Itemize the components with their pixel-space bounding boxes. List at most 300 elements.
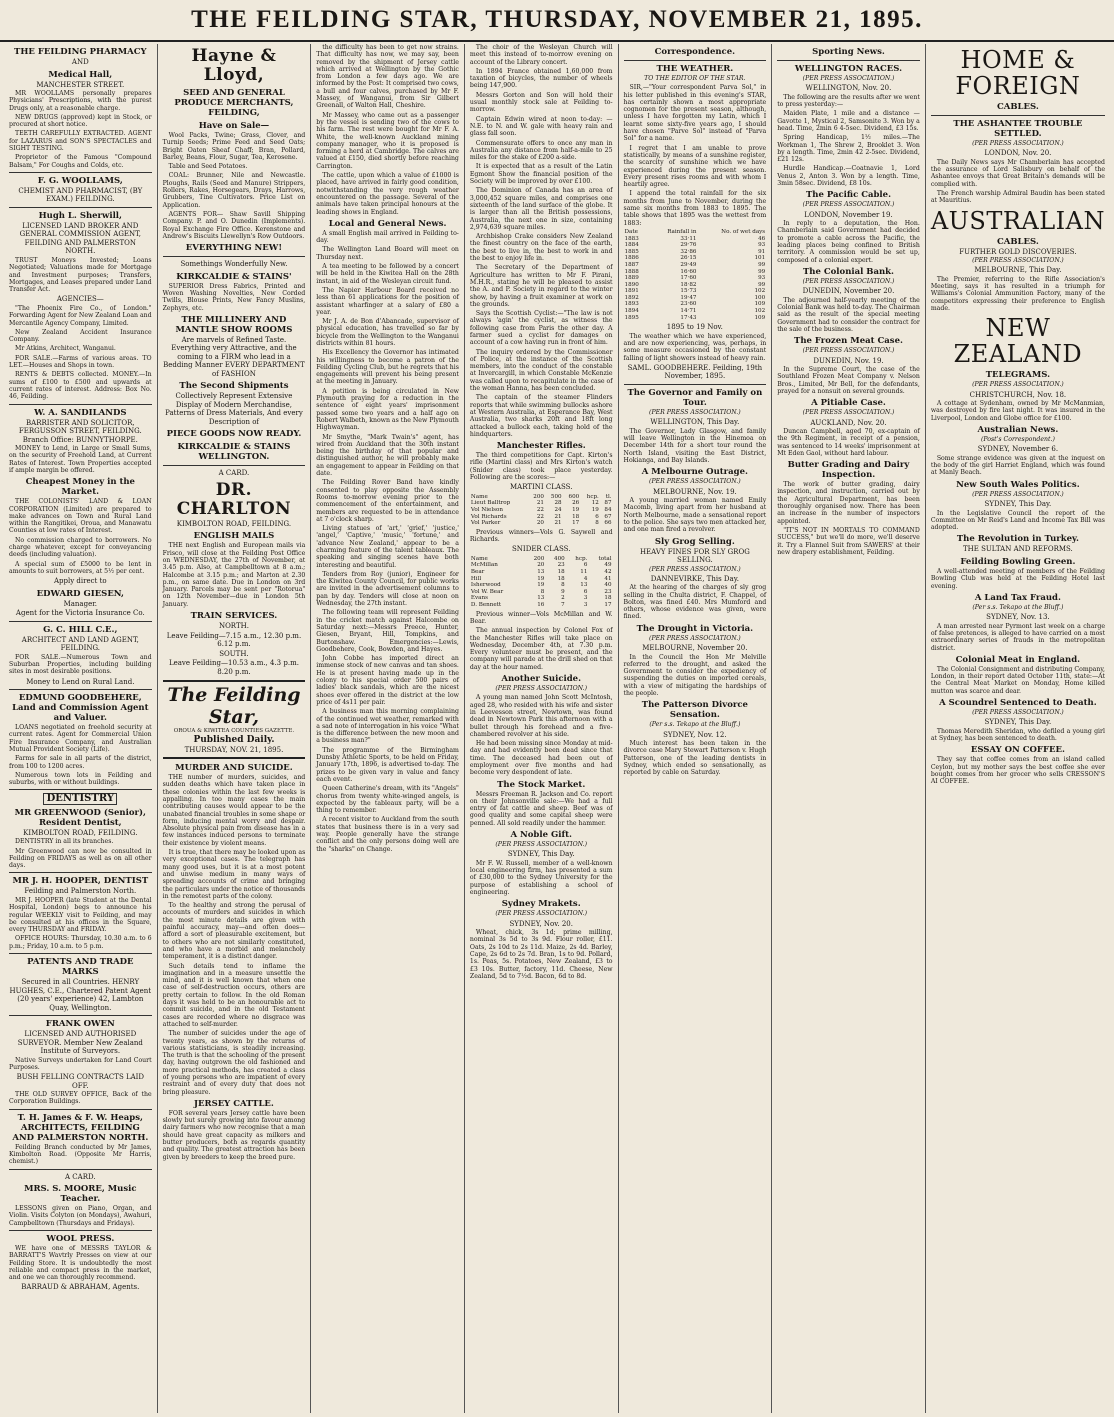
table-cell: 21 bbox=[536, 500, 544, 507]
table-row bbox=[470, 520, 613, 527]
subheading: MARTINI CLASS. bbox=[510, 483, 573, 492]
subheading: AND bbox=[71, 58, 89, 66]
table-cell: 109 bbox=[754, 314, 766, 321]
paragraph: A small English mail arrived in Feilding to-day. bbox=[316, 229, 459, 245]
dateline-note: TO THE EDITOR OF THE STAR. bbox=[644, 75, 746, 82]
table-header-row bbox=[624, 229, 767, 236]
article-heading: T. H. James & F. W. Heaps, ARCHITECTS, FEILDING AND PALMERSTON NORTH. bbox=[12, 1112, 149, 1143]
article-heading: Feilding Bowling Green. bbox=[960, 556, 1076, 567]
paragraph: In the Council the Hon Mr Melville referred to the drought, and asked the Government to consider the expediency of suspending the duties on imported cereals, with a view of mitigating the hardships of the people. bbox=[623, 653, 767, 698]
table-cell: 29·76 bbox=[680, 242, 697, 249]
article-heading: EDWARD GIESEN, bbox=[36, 588, 124, 599]
article-heading: EVERYTHING NEW! bbox=[185, 243, 283, 254]
table-row bbox=[624, 288, 767, 295]
article-heading: WOOL PRESS. bbox=[46, 1233, 115, 1244]
table-cell: 99 bbox=[758, 268, 766, 275]
table-cell: 12 bbox=[591, 500, 599, 507]
paragraph: Mr Atkins, Architect, Wanganui. bbox=[15, 345, 116, 353]
dateline-note: (PER PRESS ASSOCIATION.) bbox=[972, 490, 1064, 498]
dateline-note: (PER PRESS ASSOCIATION.) bbox=[972, 257, 1064, 265]
table-row bbox=[624, 262, 767, 269]
column-4 bbox=[465, 44, 619, 1413]
table-cell: 87 bbox=[604, 500, 612, 507]
article-heading: The Patterson Divorce Sensation. bbox=[641, 700, 748, 721]
paragraph: Mr Smythe, "Mark Twain's" agent, has wired from Auckland that the 30th instant being the birthday of that popular and distinguished author, he will probably make an engagement to appear in Feilding on that date. bbox=[316, 433, 459, 478]
table-cell: 13 bbox=[537, 569, 545, 576]
table-cell: 28 bbox=[554, 500, 562, 507]
subheading: SYDNEY, This Day. bbox=[984, 500, 1052, 509]
table-row bbox=[470, 500, 613, 507]
paragraph: RENTS & DEBTS collected. MONEY.—In sums of £100 to £500 and upwards at current rates of interest. Address: Box No. 46, Feilding. bbox=[9, 371, 152, 401]
paragraph: A business man this morning complaining of the continued wet weather, remarked with a sad note of interrogation in his voice "What is the difference between the new moon and a business man?" bbox=[316, 708, 459, 745]
subheading: 1895 to 19 Nov. bbox=[666, 323, 723, 332]
table-cell: 19·47 bbox=[680, 294, 697, 301]
table-cell: 1886 bbox=[624, 255, 639, 262]
paragraph: The following are the results after we went to press yesterday:— bbox=[777, 93, 920, 109]
subheading: Leave Feilding—7.15 a.m., 12.30 p.m. 6.12 p.m. bbox=[166, 631, 302, 649]
paragraph: TRUST Moneys Invested; Loans Negotiated; Valuations made for Mortgage and Investment purposes; Transfers, Mortgages, and Leases prepared under Land Transfer Act. bbox=[9, 256, 152, 294]
table-cell: 29·49 bbox=[680, 261, 697, 268]
table-cell: 40 bbox=[604, 582, 612, 589]
column-header: total bbox=[598, 555, 612, 562]
paragraph: Living statues of 'art,' 'grief,' 'justice,' 'angel,' 'Captive,' 'music,' 'fortune,' and 'advance New Zealand,' appear to be a charming feature of the talent tableaux. The speaking and singing scenes have both interesting and beautiful. bbox=[316, 525, 459, 569]
article-heading: Local and General News. bbox=[328, 218, 447, 229]
table-row bbox=[624, 236, 767, 243]
table-cell: 1883 bbox=[624, 235, 639, 242]
article-heading: Hugh L. Sherwill, bbox=[38, 210, 122, 221]
table-cell: 21 bbox=[554, 513, 562, 520]
issue-date: THURSDAY, NOV. 21, 1895. bbox=[184, 745, 284, 754]
divider bbox=[9, 1169, 152, 1170]
paragraph: Much interest has been taken in the divorce case Mary Stewart Patterson v. Hugh Patterson, one of the leading dentists in Sydney, which ended so sensationally, as reported by cable on Saturday. bbox=[623, 740, 767, 777]
column-3 bbox=[311, 44, 465, 1413]
subheading: WELLINGTON, Nov. 20. bbox=[805, 84, 892, 93]
paragraph: Queen Catherine's dream, with its "Angels" chorus from twenty white-winged angels, is expected by the tableaux party, will be a thing to remember. bbox=[316, 785, 459, 815]
table-cell: 1892 bbox=[624, 294, 639, 301]
paragraph: Tenders from Roy (junior), Engineer for the Kiwitea County Council, for public works are invited in the advertisement columns to pan by day. Tenders will close at noon on Wednesday, the 27th instant. bbox=[316, 570, 459, 608]
table-cell: 26·15 bbox=[680, 255, 697, 262]
article-heading: A Melbourne Outrage. bbox=[641, 467, 748, 478]
subheading: SOUTH. bbox=[219, 649, 249, 658]
subheading: NORTH. bbox=[218, 622, 249, 631]
subheading: CHRISTCHURCH, Nov. 18. bbox=[969, 390, 1067, 399]
paragraph: I regret that I am unable to prove statistically, by means of a sunshine register, the scarcity of sunshine which we have experienced during the present season. Every present rises rooms and with whom I heartily agree. bbox=[623, 144, 767, 189]
subheading: SYDNEY, This Day. bbox=[984, 718, 1052, 727]
paragraph: The Feilding Rover Band have kindly consented to play opposite the Assembly Rooms to-morrow evening prior to the commencement of the entertainment, and members are requested to be in attendance at 7 o'clock sharp. bbox=[316, 479, 459, 523]
table-row bbox=[624, 242, 767, 249]
column-header: Name bbox=[470, 493, 488, 500]
subheading: KIMBOLTON ROAD, FEILDING. bbox=[23, 828, 138, 837]
paragraph: MR J. HOOPER (late Student at the Dental Hospital, London) begs to announce his regular WEEKLY visit to Feilding, and may be consulted at his offices in the Square, every THURSDAY and FRIDAY. bbox=[9, 896, 152, 934]
table-cell: 16·60 bbox=[680, 268, 697, 275]
subheading: LONDON, Nov. 20. bbox=[984, 149, 1052, 158]
table-cell: 8 bbox=[595, 520, 599, 527]
divider bbox=[931, 115, 1105, 116]
divider bbox=[624, 384, 767, 385]
article-heading: TELEGRAMS. bbox=[985, 370, 1051, 381]
paragraph: COAL: Brunner, Nile and Newcastle. Ploughs, Rails (Seed and Manure) Strippers, Rollers, Rakes, Horsegears, Drays, Harrows, Grubbers, Tine Cultivators. Price List on Application. bbox=[162, 172, 306, 209]
subheading: Leave Feilding—10.53 a.m., 4.3 p.m. 8.20 p.m. bbox=[168, 659, 299, 676]
table-cell: 49 bbox=[604, 562, 612, 569]
paragraph: THE number of murders, suicides, and sudden deaths which have taken place in these colonies within the last few weeks is appalling. In too many cases the main contributing causes would appear to be the unabated financial troubles in some shape or form, inducing mental worry and despair. Absolute physical pain from disease has in a few instances induced persons to terminate their existence by violent means. bbox=[162, 774, 306, 847]
table-row bbox=[470, 576, 613, 583]
table-cell: 1885 bbox=[624, 248, 639, 255]
article-heading: MR GREENWOOD (Senior), Resident Dentist, bbox=[14, 807, 146, 828]
subheading: BARRISTER AND SOLICITOR, FERGUSSON STREET, FEILDING. Branch Office: BUNNYTHORPE. bbox=[18, 418, 142, 444]
table-cell: 18 bbox=[572, 513, 580, 520]
table-cell: 1884 bbox=[624, 242, 639, 249]
table-header-row bbox=[470, 494, 613, 501]
table-cell: 41 bbox=[604, 575, 612, 582]
masthead bbox=[0, 0, 1114, 42]
dateline-note: (PER PRESS ASSOCIATION.) bbox=[802, 409, 895, 417]
paragraph: Thomas Meredith Sheridan, who defiled a young girl at Sydney, has been sentenced to death. bbox=[930, 727, 1105, 743]
paragraph: Mr Massey, who came out as a passenger by the vessel is sending two of the cows to his farm. The rest were bought for Mr F. A. White, the well-known Auckland mining company manager, who it is proposed is forming a herd at Cambridge. The calves are valued at £150, died shortly before reaching Carrington. bbox=[316, 111, 459, 170]
column-6 bbox=[772, 44, 926, 1413]
paragraph: AGENTS FOR— Shaw Savill Shipping Company. P. and O. Dunedin (Implements). Royal Exchange Fire Office. Kerenstone and Andrew's Biscuits Llewellyn's Row Outdoors. bbox=[162, 210, 306, 240]
table-cell: 4 bbox=[583, 575, 588, 582]
subheading: AGENCIES— bbox=[56, 295, 104, 304]
table-cell: 42 bbox=[604, 569, 612, 576]
dateline-note: (Per s.s. Tekapo at the Bluff.) bbox=[649, 721, 741, 729]
column-header: hcp. bbox=[586, 493, 599, 500]
column-header: 200 bbox=[533, 493, 544, 500]
column-header: tl. bbox=[605, 493, 612, 500]
paragraph: LESSONS given on Piano, Organ, and Violin. Visits Colyton (on Mondays), Awahuri, Campbelltown (Thursdays and Fridays). bbox=[9, 1205, 152, 1227]
subheading: AUCKLAND, Nov. 20. bbox=[810, 418, 887, 427]
table-row bbox=[470, 569, 613, 576]
table-row bbox=[470, 507, 613, 514]
paragraph: FOR several years Jersey cattle have been slowly but surely growing into favour among dairy farmers who now recognise that a man should have great capacity as milkers and butter producers, both as regards quantity and quality. The greatest attraction has been given by breeders to keep the breed pure. bbox=[162, 1109, 306, 1161]
dateline-note: (PER PRESS ASSOCIATION.) bbox=[972, 708, 1064, 716]
article-heading: The Revolution in Turkey. bbox=[956, 534, 1079, 545]
article-heading: W. A. SANDILANDS bbox=[34, 407, 127, 418]
newspaper-name: The Feilding Star, bbox=[167, 684, 301, 729]
dateline-note: (PER PRESS ASSOCIATION.) bbox=[649, 408, 741, 416]
table-cell: 17 bbox=[572, 520, 580, 527]
paragraph: Wheat, chick, 3s 1d; prime milling, nominal 3s 5d to 3s 9d. Flour roller, £11. Oats, 2s 10d to 2s 11d. Maize, 2s 4d. Barley, Cape, 2s 6d to 2s 7d. Bran, 1s to 9d. Pollard, 1s. Peas, 5s. Potatoes, New Zealand, £3 to £3 10s. Butter, factory, 11d. Cheese, New Zealand, 5d to 7½d. Bacon, 6d to 8d. bbox=[469, 929, 613, 980]
column-1 bbox=[4, 44, 158, 1413]
article-heading: ESSAY ON COFFEE. bbox=[970, 745, 1065, 756]
paragraph: Says the Scottish Cyclist:—"The law is not always 'agin' the cyclist, as witness the following case from Paris the other day. A farmer sued a cyclist for damages on account of a cow having run in front of him. bbox=[469, 310, 613, 347]
table-cell: 19 bbox=[591, 507, 599, 514]
table-cell: 1888 bbox=[624, 268, 639, 275]
inner-masthead bbox=[163, 680, 306, 759]
column-7 bbox=[926, 44, 1110, 1413]
table-row bbox=[624, 315, 767, 322]
article-heading: CABLES. bbox=[997, 102, 1039, 112]
table-row bbox=[624, 282, 767, 289]
article-heading: The Frozen Meat Case. bbox=[794, 336, 903, 347]
article-heading: SEED AND GENERAL PRODUCE MERCHANTS, FEILDING, bbox=[174, 88, 294, 118]
subheading: SYDNEY, Nov. 13. bbox=[986, 613, 1050, 622]
paragraph: DENTISTRY in all its branches. bbox=[15, 838, 114, 846]
article-heading: Colonial Meat in England. bbox=[955, 654, 1081, 665]
section-banner: NEW ZEALAND bbox=[953, 314, 1083, 369]
paragraph: SIR,—"Your correspondent Parva Sol," in his letter published in this evening's STAR, has certainly shown a most appropriate cognomen for the present season, although, unless I have forgotten my Latin, which I learnt some sixty-five years ago, I should have chosen "Parve Sol" instead of "Parva Sol" for a name. bbox=[623, 84, 767, 143]
paragraph: SUPERIOR Dress Fabrics, Printed and Woven Washing Novelties, New Corded Twills, Blouse Prints, New Fancy Muslins, Zephyrs, etc. bbox=[162, 282, 306, 312]
article-heading: Sly Grog Selling. bbox=[654, 536, 735, 547]
paragraph: The Daily News says Mr Chamberlain has accepted the assurance of Lord Salisbury on behalf of the Ashantee envoys that Great Britain's demands will be complied with. bbox=[930, 158, 1105, 188]
paragraph: A tea meeting to be followed by a concert will be held in the Kiwitea Hall on the 28th instant, in aid of the Wesleyan circuit fund. bbox=[316, 263, 459, 285]
article-heading: G. C. HILL C.E., bbox=[43, 624, 118, 635]
dateline-note: (PER PRESS ASSOCIATION.) bbox=[972, 381, 1064, 389]
paragraph: The number of suicides under the age of twenty years, as shown by the returns of various statisticians, is steadily increasing. The truth is that the schooling of the present day, having outgrown the old fashioned and more practical methods, has created a class of young persons who are impatient of every restraint and of every duty that does not bring pleasure. bbox=[162, 1030, 306, 1096]
paragraph: THE next English and European mails via Frisco, will close at the Feilding Post Office on WEDNESDAY, the 27th of November, at 3.45 p.m. Also, at Campbelltown at 8 a.m.; Halcombe at 3.15 p.m.; and Marton at 2.30 p.m., on same date. Due in London on 3rd January. Parcels may be sent per "Rotorua" on 12th November—due in London 5th January. bbox=[162, 542, 306, 608]
subheading: MELBOURNE, This Day. bbox=[974, 266, 1062, 275]
subheading: Agent for the Victoria Insurance Co. bbox=[15, 609, 145, 618]
table-cell: 23·60 bbox=[680, 301, 697, 308]
dateline-note: (Post's Correspondent.) bbox=[980, 436, 1055, 444]
table-cell: 93 bbox=[758, 242, 766, 249]
subheading: LONDON, November 19. bbox=[804, 210, 893, 219]
table-cell: 19 bbox=[572, 507, 580, 514]
article-heading: A Land Tax Fraud. bbox=[974, 592, 1061, 603]
divider bbox=[777, 60, 920, 61]
article-heading: PATENTS AND TRADE MARKS bbox=[27, 957, 134, 977]
page-title: THE FEILDING STAR, THURSDAY, NOVEMBER 21, 1895. bbox=[191, 6, 923, 33]
paragraph: FOR SALE.—Numerous Town and Suburban Properties, including building sites in most desirable positions. bbox=[9, 653, 152, 676]
divider bbox=[9, 689, 152, 690]
publication-note: Published Daily. bbox=[193, 735, 275, 746]
section-banner: AUSTRALIAN bbox=[930, 206, 1105, 235]
paragraph: Messrs Gorton and Son will hold their usual monthly stock sale at Feilding to-morrow. bbox=[469, 91, 613, 114]
paragraph: It is expected that as a result of the Latin Egmont Show the financial position of the Society will be improved by over £100. bbox=[469, 163, 613, 186]
column-header: 600 bbox=[568, 493, 580, 500]
column-header: Rainfall in bbox=[667, 228, 697, 235]
paragraph: The Wellington Land Board will meet on Thursday next. bbox=[316, 246, 459, 261]
paragraph: No commission charged to borrowers. No charge whatever, except for conveyancing deeds (including valuation). bbox=[9, 536, 152, 559]
subheading: SYDNEY, This Day. bbox=[507, 850, 575, 859]
table-row bbox=[624, 249, 767, 256]
paragraph: Mr J. A. de Bon d'Abancade, supervisor of physical education, has travelled so far by bicycle from the Wellington to the Wanganui districts within 81 hours. bbox=[316, 318, 459, 347]
article-heading: Sporting News. bbox=[812, 47, 885, 57]
table-cell: 1889 bbox=[624, 275, 639, 282]
subheading: DANNEVIRKE, This Day. bbox=[650, 574, 739, 583]
subheading: SYDNEY, November 6. bbox=[977, 445, 1059, 454]
paragraph: The French warship Admiral Baudin has been stated at Mauritius. bbox=[930, 189, 1105, 205]
table-row bbox=[624, 308, 767, 315]
table-cell: 2 bbox=[561, 595, 565, 602]
paragraph: The Colonial Consignment and distributing Company, London, in their report dated October 11th, state:—At the Central Meat Market on Monday, Home killed mutton was scarce and dear. bbox=[930, 665, 1105, 695]
table-cell: 1893 bbox=[624, 301, 639, 308]
subheading: THE SULTAN AND REFORMS. bbox=[963, 545, 1073, 554]
paragraph: To the healthy and strong the perusal of accounts of murders and suicides in which the most minute details are given with painful accuracy, may—and often does—afford a sort of pleasurable excitement, but to others who are not similarly constituted, and who have a morbid and melancholy temperament, it is a distinct danger. bbox=[162, 902, 306, 961]
article-heading: THE MILLINERY AND MANTLE SHOW ROOMS bbox=[175, 314, 293, 335]
table-cell: 17 bbox=[604, 602, 612, 609]
table-cell: McMillan bbox=[470, 562, 498, 569]
column-5 bbox=[619, 44, 773, 1413]
table-cell: 9 bbox=[561, 588, 565, 595]
table-cell: 19 bbox=[537, 575, 545, 582]
table-row bbox=[624, 295, 767, 302]
divider bbox=[9, 1109, 152, 1110]
dateline-note: (PER PRESS ASSOCIATION.) bbox=[495, 685, 588, 693]
subheading: BARRAUD & ABRAHAM, Agents. bbox=[21, 1283, 140, 1292]
table-cell: 102 bbox=[754, 308, 766, 315]
table-cell: 23 bbox=[557, 562, 565, 569]
subheading: SYDNEY, Nov. 12. bbox=[663, 730, 727, 739]
score-table bbox=[470, 494, 613, 527]
dateline-note: (PER PRESS ASSOCIATION.) bbox=[802, 277, 895, 285]
table-cell: 22 bbox=[536, 507, 544, 514]
paragraph: In reply to a deputation, the Hon. Chamberlain said Government had decided to promote a cable across the Pacific, the leading places being confined to British territory. A commission would be set up, composed of a colonial expert. bbox=[777, 220, 920, 264]
table-cell: 16 bbox=[537, 602, 545, 609]
subheading: Feilding and Palmerston North. bbox=[24, 887, 137, 896]
divider bbox=[163, 465, 306, 466]
table-cell: 20 bbox=[536, 520, 544, 527]
table-cell: 6 bbox=[595, 513, 599, 520]
table-cell: Isherwood bbox=[470, 582, 501, 589]
table-cell: Hill bbox=[470, 575, 482, 582]
table-cell: Evans bbox=[470, 595, 488, 602]
paragraph: The third competitions for Capt. Kirton's rifle (Martini class) and Mrs Kirton's watch (Snider class) took place yesterday. Following are the scores:— bbox=[469, 452, 613, 482]
paragraph: The Napier Harbour Board received no less than 61 applications for the position of assistant wharfinger at a salary of £80 a year. bbox=[316, 286, 459, 316]
subheading: Are marvels of Refined Taste. Everything very Attractive, and the coming to a FIRM who lead in a Bedding Manner EVERY DEPARTMENT of FASHION bbox=[163, 335, 305, 378]
paragraph: A well-attended meeting of members of the Feilding Bowling Club was held at the Feilding Hotel last evening. bbox=[930, 567, 1105, 590]
dateline-note: (PER PRESS ASSOCIATION.) bbox=[495, 910, 588, 918]
paragraph: The Dominion of Canada has an area of 3,000,452 square miles, and comprises one sixteenth of the land surface of the globe. It is larger than all the British possessions, Australia, the next one in size, containing 2,974,639 square miles. bbox=[469, 187, 613, 231]
table-cell: 22 bbox=[536, 513, 544, 520]
paragraph: Captain Edwin wired at noon to-day: —N.E. to N. and W. gale with heavy rain and glass fall soon. bbox=[469, 115, 613, 138]
divider bbox=[9, 789, 152, 790]
paragraph: Some strange evidence was given at the inquest on the body of the girl Harriet England, which was found at Manly Beach. bbox=[930, 454, 1105, 477]
subheading: WELLINGTON, This Day. bbox=[650, 418, 740, 427]
subheading: Somethings Wonderfully New. bbox=[180, 260, 288, 269]
article-heading: The Stock Market. bbox=[497, 779, 586, 790]
divider bbox=[9, 1230, 152, 1231]
paragraph: Previous winner—Vols McMillan and W. Bear. bbox=[469, 610, 613, 625]
paragraph: A recent visitor to Auckland from the south states that business there is in a very sad way. People generally have the strange conflict and the only persons doing well are the "sharks" on Change. bbox=[316, 816, 459, 853]
paragraph: They say that coffee comes from an island called Ceylon, but my mother says the best coffee she ever bought comes from her grocer who sells CRESSON'S AI COFFEE. bbox=[930, 756, 1105, 786]
divider bbox=[9, 1015, 152, 1016]
paragraph: The choir of the Wesleyan Church will meet this instead of to-morrow evening on account of the Library concert. bbox=[469, 44, 613, 66]
dateline-note: (PER PRESS ASSOCIATION.) bbox=[495, 841, 588, 849]
article-heading: FRANK OWEN bbox=[45, 1019, 115, 1029]
table-cell: 18 bbox=[604, 595, 612, 602]
article-heading: THE ASHANTEE TROUBLE SETTLED. bbox=[953, 119, 1083, 139]
column-header: No. of wet days bbox=[721, 228, 766, 235]
article-heading: THE FEILDING PHARMACY bbox=[14, 47, 147, 57]
subheading: LICENSED LAND BROKER AND GENERAL COMMISSION AGENT, FEILDING AND PALMERSTON NORTH. bbox=[19, 221, 142, 256]
divider bbox=[9, 953, 152, 954]
paragraph: WE have one of MESSRS TAYLOR & BARRATT'S Wavtrly Presses on view at our Feilding Store. It is undoubtedly the most reliable and compact press in the market, and one we can thoroughly recommend. bbox=[9, 1244, 152, 1282]
column-header: 400 bbox=[554, 555, 565, 562]
paragraph: New Zealand Accident Insurance Company. bbox=[9, 328, 152, 344]
table-cell: 99 bbox=[758, 281, 766, 288]
paragraph: THE COLONISTS' LAND & LOAN CORPORATION (Limited) are prepared to make advances on Town and Rural Land within the Rangitikei, Oroua, and Manawatu Counties at low rates of Interest. bbox=[9, 498, 152, 535]
article-heading: ENGLISH MAILS bbox=[193, 531, 275, 542]
article-heading: Cheapest Money in the Market. bbox=[25, 477, 135, 498]
article-heading: WELLINGTON RACES. bbox=[794, 64, 903, 74]
dateline-note: (Per s.s. Tekapo at the Bluff.) bbox=[972, 603, 1064, 611]
article-heading: Butter Grading and Dairy Inspection. bbox=[787, 460, 910, 481]
table-row bbox=[624, 255, 767, 262]
paragraph: "IT'S NOT IN MORTALS TO COMMAND SUCCESS," but we'll do more, we'll deserve it. Try a Flannel Suit from SAWERS' at their new drapery establishment, Feilding. bbox=[777, 526, 920, 556]
divider bbox=[9, 404, 152, 405]
paragraph: Spring Handicap, 1½ miles.—The Workman 1, The Shrew 2, Brooklet 3. Won by a length. Time, 2min 42 2-5sec. Dividend, £21 12s. bbox=[777, 134, 920, 164]
table-cell: 6 bbox=[583, 562, 588, 569]
paragraph: Mr F. W. Russell, member of a well-known local engineering firm, has presented a sum of £30,000 to the Sydney University for the purpose of establishing a school of engineering. bbox=[469, 859, 613, 897]
subheading: Secured in all Countries. HENRY HUGHES, C.E., Chartered Patent Agent (20 years' experience) 42, Lambton Quay, Wellington. bbox=[9, 978, 152, 1012]
article-heading: CABLES. bbox=[997, 236, 1039, 247]
paragraph: Numerous town lots in Feilding and suburbs, with or without buildings. bbox=[9, 771, 152, 787]
table-cell: 13 bbox=[537, 595, 545, 602]
paragraph: Table and Seed Potatoes. bbox=[168, 163, 248, 171]
paragraph: TEETH CAREFULLY EXTRACTED. AGENT for LAZARUS and SON'S SPECTACLES and SIGHT TESTING. bbox=[9, 130, 152, 153]
table-cell: D. Bennett bbox=[470, 602, 502, 609]
divider bbox=[9, 872, 152, 873]
table-cell: 23 bbox=[604, 588, 612, 595]
table-cell: 17·60 bbox=[680, 275, 697, 282]
column-header: 500 bbox=[550, 493, 562, 500]
paragraph: It is true, that there may be looked upon as very exceptional cases. The telegraph has many good uses, but it is at a most potent and unwise medium in many ways of spreading accounts of crime and bringing the particulars under the notice of thousands in the remotest parts of the colony. bbox=[162, 849, 306, 900]
score-table bbox=[624, 229, 767, 321]
paragraph: OFFICE HOURS: Thursday, 10.30 a.m. to 6 p.m.; Friday, 10 a.m. to 5 p.m. bbox=[9, 935, 152, 950]
subheading: ARCHITECT AND LAND AGENT, FEILDING. bbox=[21, 635, 139, 653]
table-cell: 18 bbox=[557, 575, 565, 582]
table-cell: 18·82 bbox=[680, 281, 697, 288]
paragraph: In the Supreme Court, the case of the Southland Frozen Meat Company v. Nelson Bros., Limited, Mr Bell, for the defendants, prayed for a nonsuit on several grounds. bbox=[777, 366, 920, 395]
article-heading: Australian News. bbox=[977, 425, 1059, 436]
subheading: LICENSED AND AUTHORISED SURVEYOR. Member New Zealand Institute of Surveyors. bbox=[17, 1030, 143, 1055]
paragraph: A young man named John Scott McIntosh, aged 28, who resided with his wife and sister in Leevesson street, Newtown, was found dead in Newtown Park this afternoon with a bullet through his forehead and a five-chambered revolver at his side. bbox=[469, 694, 613, 738]
paragraph: The cattle, upon which a value of £1000 is placed, have arrived in fairly good condition, notwithstanding the very rough weather encountered on the passage. Several of the animals have taken principal honours at the leading shows in England. bbox=[316, 172, 459, 216]
table-cell: 33·11 bbox=[680, 235, 697, 242]
paragraph: John Cobbe has imported direct an immense stock of new canvas and tan shoes. He is at present having made up in the colony to his special order 500 pairs of ladies' black sandals, which are the nicest shoes ever offered in the district at the low price of 4s11 per pair. bbox=[316, 655, 459, 706]
article-heading: The Drought in Victoria. bbox=[636, 623, 754, 634]
paragraph: Commensurate offers to once any man in Australia any distance from half-a-mile to 25 miles for the stake of £200 a-side. bbox=[469, 139, 613, 162]
article-heading: The Second Shipments bbox=[179, 381, 289, 392]
divider bbox=[9, 172, 152, 173]
article-heading: New South Wales Politics. bbox=[956, 479, 1080, 490]
dateline-note: (PER PRESS ASSOCIATION.) bbox=[649, 634, 741, 642]
table-header-row bbox=[470, 556, 613, 563]
section-banner: HOME & FOREIGN bbox=[955, 46, 1081, 100]
table-cell: 8 bbox=[561, 582, 565, 589]
divider bbox=[9, 207, 152, 208]
paragraph: Wool Packs, Twine; Grass, Clover, and Turnip Seeds; Prime Feed and Seed Oats; Bright Oaten Sheaf Chaff; Bran, Pollard, Barley, Beans, Flour, Sugar, Tea, Kerosene. bbox=[162, 132, 306, 161]
column-header: Name bbox=[470, 555, 488, 562]
divider bbox=[624, 60, 767, 61]
article-heading: Correspondence. bbox=[654, 47, 736, 57]
paragraph: Proprietor of the Famous "Compound Balsam," For Coughs and Colds, etc. bbox=[9, 154, 152, 169]
dateline-note: (PER PRESS ASSOCIATION.) bbox=[802, 201, 895, 209]
article-heading: PIECE GOODS NOW READY. bbox=[166, 429, 302, 440]
paragraph: Such details tend to inflame the imagination and in a measure unsettle the mind, and it is well known that when one case of self-destruction occurs, others are pretty certain to follow. In the old Roman days it was held to be an honourable act to commit suicide, and in the old Testament cases are recorded where no disgrace was attached to self-murder. bbox=[162, 962, 306, 1028]
paragraph: A petition is being circulated in New Plymouth praying for a reduction in the sentence of eight years' imprisonment passed some two years and a half ago on Robert Walbeth, known as the New Plymouth Highwayman. bbox=[316, 387, 459, 432]
article-heading: Manchester Rifles. bbox=[496, 441, 586, 452]
column-header: 200 bbox=[533, 555, 545, 562]
table-cell: 32·86 bbox=[680, 248, 697, 255]
table-cell: 109 bbox=[754, 301, 766, 308]
paragraph: THE OLD SURVEY OFFICE, Back of the Corporation Buildings. bbox=[9, 1091, 152, 1106]
paragraph: The annual inspection by Colonel Fox of the Manchester Rifles will take place on Wednesday, December 4th, at 7.30 p.m. Every volunteer must be present, and the company will parade at the drill shed on that day at the hour named. bbox=[469, 627, 613, 671]
dateline-note: (PER PRESS ASSOCIATION.) bbox=[649, 478, 741, 486]
paragraph: Hurdle Handicap.—Coatnavie 1, Lord Venus 2, Anton 3. Won by a length. Time, 3min 58sec. Dividend, £8 10s. bbox=[777, 165, 920, 188]
table-row bbox=[470, 595, 613, 602]
table-row bbox=[624, 301, 767, 308]
paragraph: A man arrested near Pyrmont last week on a charge of false pretences, is alleged to have carried on a most extraordinary series of frauds in the metropolitan district. bbox=[930, 622, 1105, 652]
subheading: SAML. GOODBEHERE. Feilding, 19th November, 1895. bbox=[627, 363, 763, 381]
table-cell: 24 bbox=[554, 507, 562, 514]
table-cell: Vol Richards bbox=[470, 513, 507, 520]
article-heading: The Colonial Bank. bbox=[802, 266, 895, 277]
subheading: FURTHER GOLD DISCOVERIES. bbox=[959, 247, 1077, 256]
paragraph: The Premier, referring to the Rifle Association's Meeting, says it has resulted in a triumph for Williams's Colonial Ammunition Factory, many of the competitors expressing their preference to English made. bbox=[930, 275, 1105, 313]
paragraph: Archbishop Crake considers New Zealand the finest country on the face of the earth, the best to live in, the best to work in and the best to enjoy life in. bbox=[469, 233, 613, 263]
paragraph: The work of butter grading, dairy inspection, and instruction, carried out by the Agricultural Department, has been thoroughly organised now. There has been an increase in the number of inspectors appointed. bbox=[777, 481, 920, 525]
